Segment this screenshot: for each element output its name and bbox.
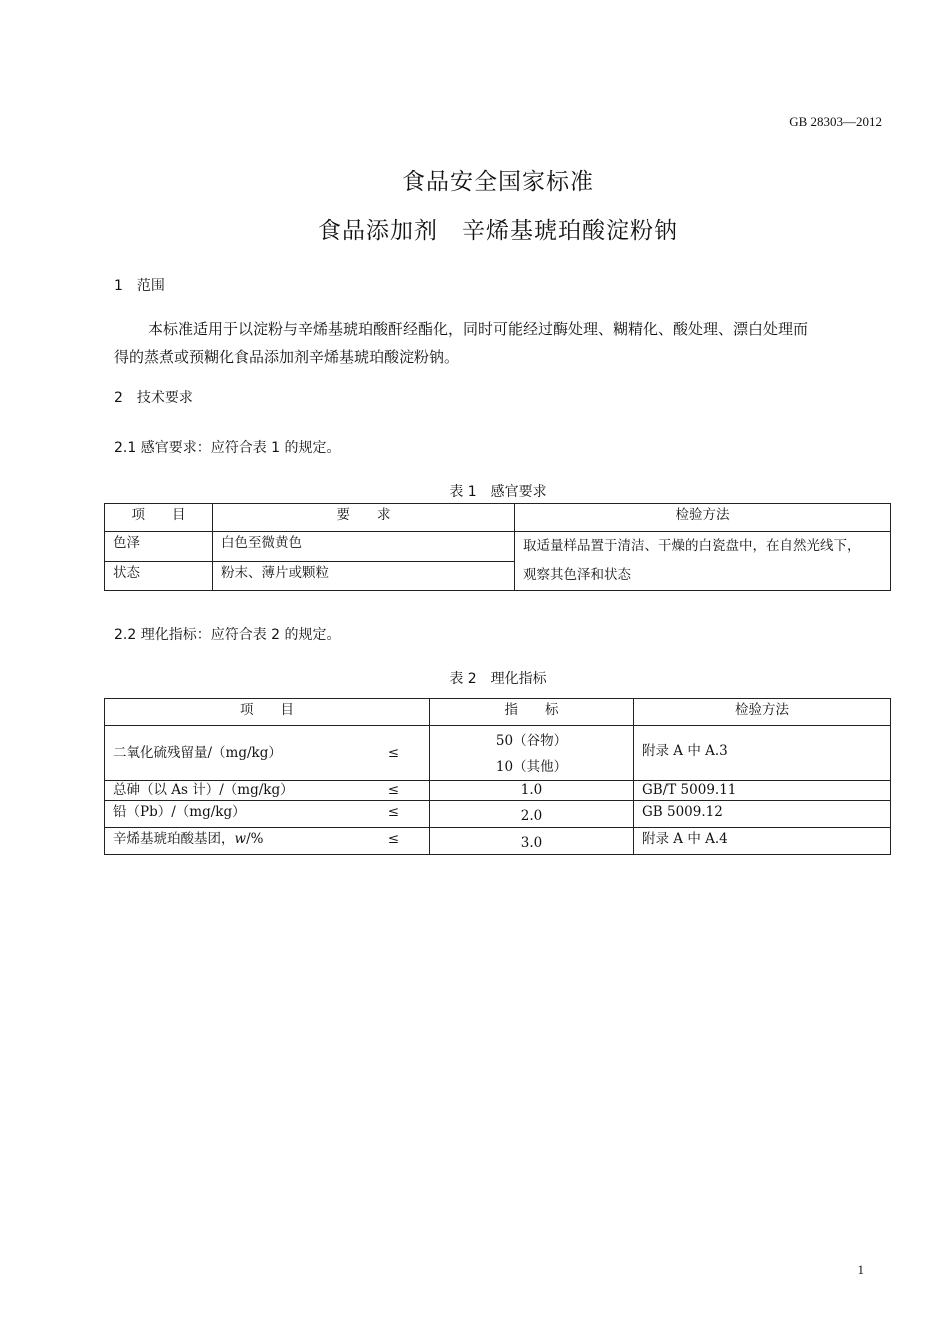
item-label-variable: w	[234, 831, 247, 847]
table-header-cell: 指 标	[430, 699, 634, 726]
item-label: 二氧化硫残留量/（mg/kg）	[113, 745, 282, 761]
table-2-caption: 表 2 理化指标	[449, 671, 547, 687]
table-1-caption: 表 1 感官要求	[449, 484, 547, 500]
page-number: 1	[857, 1262, 864, 1277]
method-line: 观察其色泽和状态	[523, 567, 631, 583]
table-cell-item: 色泽	[105, 532, 213, 562]
value-line: 10（其他）	[495, 759, 568, 775]
table-row	[105, 532, 891, 562]
table-cell-method: 附录 A 中 A.3	[634, 726, 891, 781]
table-cell-method: GB/T 5009.11	[634, 781, 891, 801]
section-2-2-heading: 2.2 理化指标：应符合表 2 的规定。	[114, 627, 341, 643]
table-cell-item	[105, 781, 430, 801]
value-line: 50（谷物）	[495, 733, 568, 749]
item-label: 铅（Pb）/（mg/kg）	[113, 804, 246, 820]
section-2-heading: 2 技术要求	[114, 390, 193, 406]
table-header-row	[105, 699, 891, 726]
table-cell-method: 附录 A 中 A.4	[634, 828, 891, 855]
method-line: 取适量样品置于清洁、干燥的白瓷盘中，在自然光线下，	[523, 538, 861, 554]
less-equal-symbol: ≤	[387, 804, 399, 820]
item-label-suffix: /%	[246, 831, 264, 847]
table-cell-value: 1.0	[430, 781, 634, 801]
section-1-heading: 1 范围	[114, 278, 165, 294]
table-cell-requirement: 白色至微黄色	[213, 532, 515, 562]
table-cell-value: 2.0	[430, 801, 634, 828]
table-row	[105, 801, 891, 828]
sensory-requirements-table	[104, 503, 891, 591]
table-header-row	[105, 504, 891, 532]
table-cell-item: 状态	[105, 561, 213, 591]
table-header-cell: 检验方法	[634, 699, 891, 726]
table-header-cell: 项 目	[105, 699, 430, 726]
table-header-cell: 项 目	[105, 504, 213, 532]
table-cell-method	[515, 532, 891, 591]
table-cell-value	[430, 726, 634, 781]
table-header-cell: 要 求	[213, 504, 515, 532]
table-header-cell: 检验方法	[515, 504, 891, 532]
table-cell-value: 3.0	[430, 828, 634, 855]
table-cell-item	[105, 726, 430, 781]
item-label: 总砷（以 As 计）/（mg/kg）	[113, 782, 294, 798]
table-cell-item	[105, 801, 430, 828]
table-row	[105, 781, 891, 801]
physicochemical-indicators-table	[104, 698, 891, 855]
less-equal-symbol: ≤	[387, 782, 399, 798]
less-equal-symbol: ≤	[387, 831, 399, 847]
standard-code: GB 28303—2012	[789, 114, 882, 129]
document-title: 食品安全国家标准	[402, 169, 594, 195]
document-subtitle: 食品添加剂 辛烯基琥珀酸淀粉钠	[318, 218, 678, 244]
item-label-prefix: 辛烯基琥珀酸基团，	[113, 831, 235, 847]
table-cell-method: GB 5009.12	[634, 801, 891, 828]
scope-paragraph-line2: 得的蒸煮或预糊化食品添加剂辛烯基琥珀酸淀粉钠。	[114, 348, 460, 366]
table-row	[105, 828, 891, 855]
scope-paragraph-line1: 本标准适用于以淀粉与辛烯基琥珀酸酐经酯化，同时可能经过酶处理、糊精化、酸处理、漂白处理而	[148, 320, 809, 338]
table-row	[105, 726, 891, 781]
less-equal-symbol: ≤	[387, 745, 399, 761]
table-cell-item	[105, 828, 430, 855]
table-cell-requirement: 粉末、薄片或颗粒	[213, 561, 515, 591]
section-2-1-heading: 2.1 感官要求：应符合表 1 的规定。	[114, 440, 341, 456]
